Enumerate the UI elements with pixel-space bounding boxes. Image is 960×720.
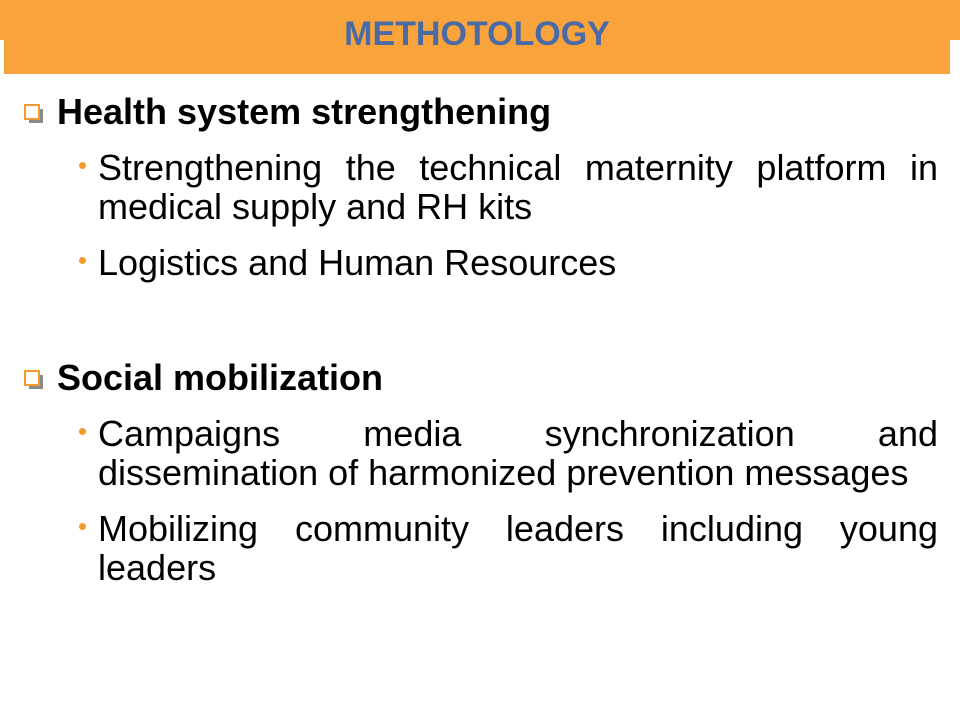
square-bullet-icon — [24, 104, 44, 124]
section-heading-row — [24, 356, 938, 404]
bullet-item — [98, 509, 938, 587]
section-heading: Health system strengthening — [57, 91, 552, 132]
section-social-mobilization — [24, 356, 938, 587]
square-bullet-icon — [24, 370, 44, 390]
bullet-item — [98, 243, 938, 282]
bullet-text: Strengthening the technical maternity platform in medical supply and RH kits — [98, 147, 938, 227]
bullet-dot-icon — [79, 257, 86, 264]
bullet-dot-icon — [79, 428, 86, 435]
section-heading: Social mobilization — [57, 357, 384, 398]
title-banner — [4, 0, 950, 74]
slide-title: METHOTOLOGY — [344, 14, 610, 53]
bullet-dot-icon — [79, 523, 86, 530]
bullet-item — [98, 148, 938, 226]
bullet-text: Campaigns media synchronization and dissemination of harmonized prevention messages — [98, 413, 938, 493]
bullet-dot-icon — [79, 162, 86, 169]
bullet-text: Mobilizing community leaders including young leaders — [98, 508, 938, 588]
section-health-system — [24, 90, 938, 282]
bullet-item — [98, 414, 938, 492]
section-heading-row — [24, 90, 938, 138]
bullet-text: Logistics and Human Resources — [98, 242, 617, 283]
